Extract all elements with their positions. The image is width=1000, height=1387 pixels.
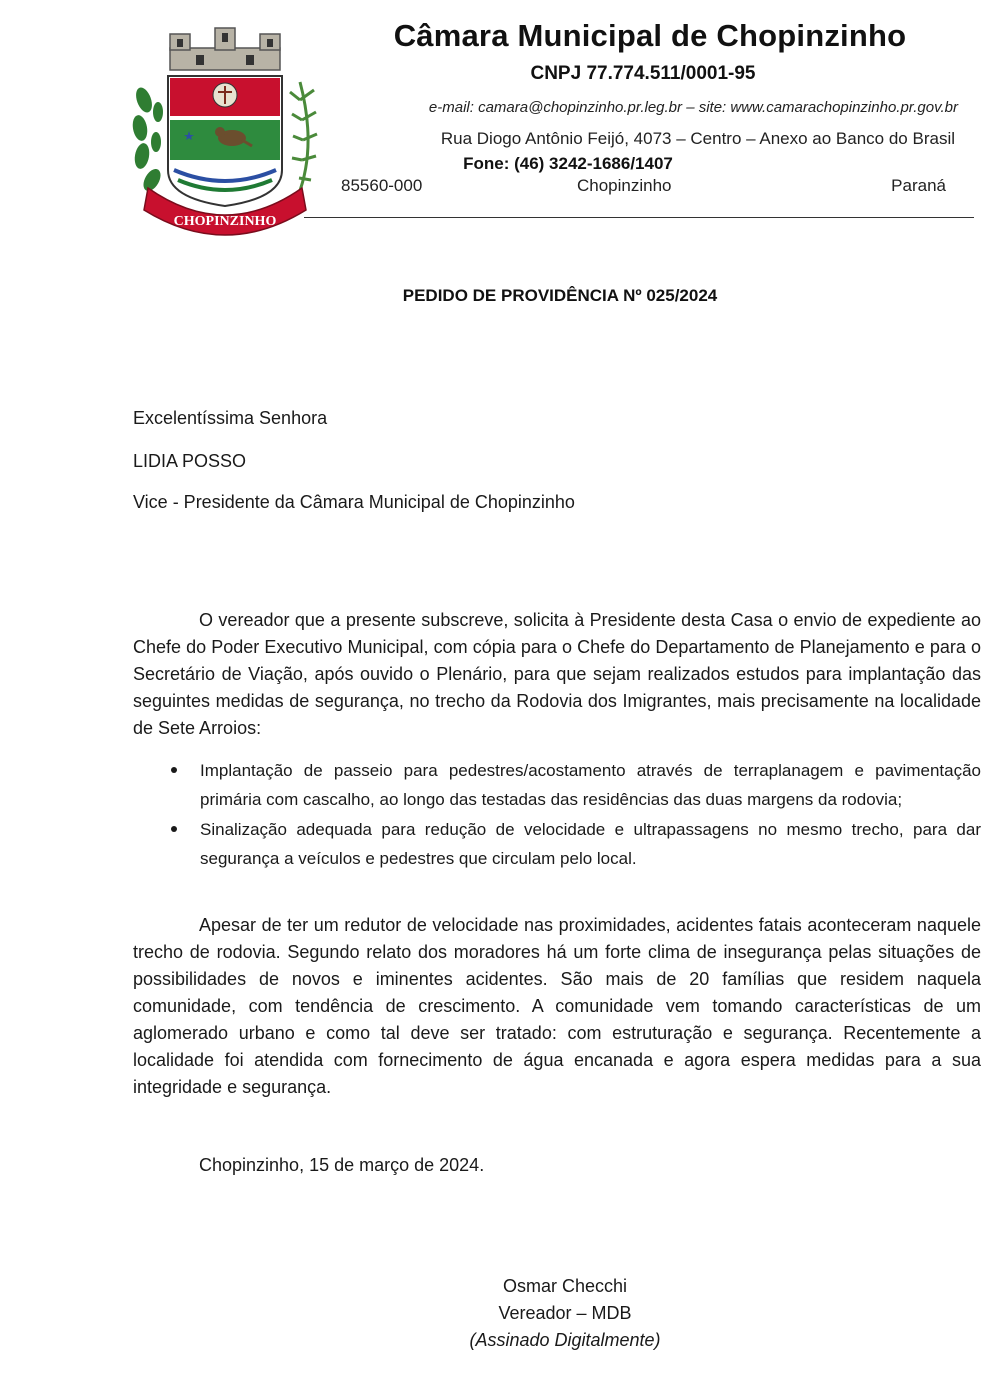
- salutation: Excelentíssima Senhora: [133, 408, 328, 428]
- contact-email-site: e-mail: camara@chopinzinho.pr.leg.br – site: www.camarachopinzinho.pr.gov.br: [428, 99, 958, 116]
- signature-note: (Assinado Digitalmente): [469, 1330, 661, 1350]
- list-item: [133, 815, 981, 873]
- postal-code: 85560-000: [341, 176, 423, 195]
- body-paragraph-justification: [133, 912, 981, 1101]
- institution-cnpj: CNPJ 77.774.511/0001-95: [530, 63, 756, 84]
- paragraph-text: O vereador que a presente subscreve, solicita à Presidente desta Casa o envio de expediente ao Chefe do Poder Executivo Municipal, com cópia para o Chefe do Departamento de Planejamento e para o Secretário de Viação, após ouvido o Plenário, para que sejam realizados estudos para implantação das seguintes medidas de segurança, no trecho da Rodovia dos Imigrantes, mais precisamente na localidade de Sete Arroios:: [133, 610, 981, 738]
- document-title: PEDIDO DE PROVIDÊNCIA Nº 025/2024: [402, 286, 718, 305]
- recipient-role: Vice - Presidente da Câmara Municipal de Chopinzinho: [133, 492, 575, 512]
- signature-name: Osmar Checchi: [502, 1276, 628, 1296]
- measures-list: [133, 756, 981, 874]
- city-name: Chopinzinho: [577, 176, 672, 195]
- recipient-name: LIDIA POSSO: [133, 451, 247, 471]
- institution-phone: Fone: (46) 3242-1686/1407: [463, 154, 673, 173]
- coat-of-arms-icon: [130, 20, 320, 238]
- crest-ribbon-text: CHOPINZINHO: [173, 214, 277, 229]
- bullet-icon: [171, 826, 177, 832]
- list-item-text: Sinalização adequada para redução de velocidade e ultrapassagens no mesmo trecho, para dar segurança a veículos e pedestres que circulam pelo local.: [200, 820, 981, 868]
- signature-role: Vereador – MDB: [498, 1303, 632, 1323]
- list-item: [133, 756, 981, 814]
- document-date: Chopinzinho, 15 de março de 2024.: [199, 1155, 485, 1175]
- body-paragraph-request: [133, 607, 981, 742]
- header-divider: [304, 217, 974, 218]
- state-name: Paraná: [891, 176, 946, 195]
- institution-address: Rua Diogo Antônio Feijó, 4073 – Centro – Anexo ao Banco do Brasil: [440, 129, 955, 148]
- institution-title: Câmara Municipal de Chopinzinho: [393, 18, 907, 53]
- paragraph-text: Apesar de ter um redutor de velocidade nas proximidades, acidentes fatais aconteceram naquele trecho de rodovia. Segundo relato dos moradores há um forte clima de insegurança pelas situações de possibilidades de novos e iminentes acidentes. São mais de 20 famílias que residem naquela comunidade, com tendência de crescimento. A comunidade vem tomando características de um aglomerado urbano e como tal deve ser tratado: com estruturação e segurança. Recentemente a localidade foi atendida com fornecimento de água encanada e agora espera medidas para a sua integridade e segurança.: [133, 915, 981, 1097]
- list-item-text: Implantação de passeio para pedestres/acostamento através de terraplanagem e pavimentação primária com cascalho, ao longo das testadas das residências das duas margens da rodovia;: [200, 761, 981, 809]
- bullet-icon: [171, 767, 177, 773]
